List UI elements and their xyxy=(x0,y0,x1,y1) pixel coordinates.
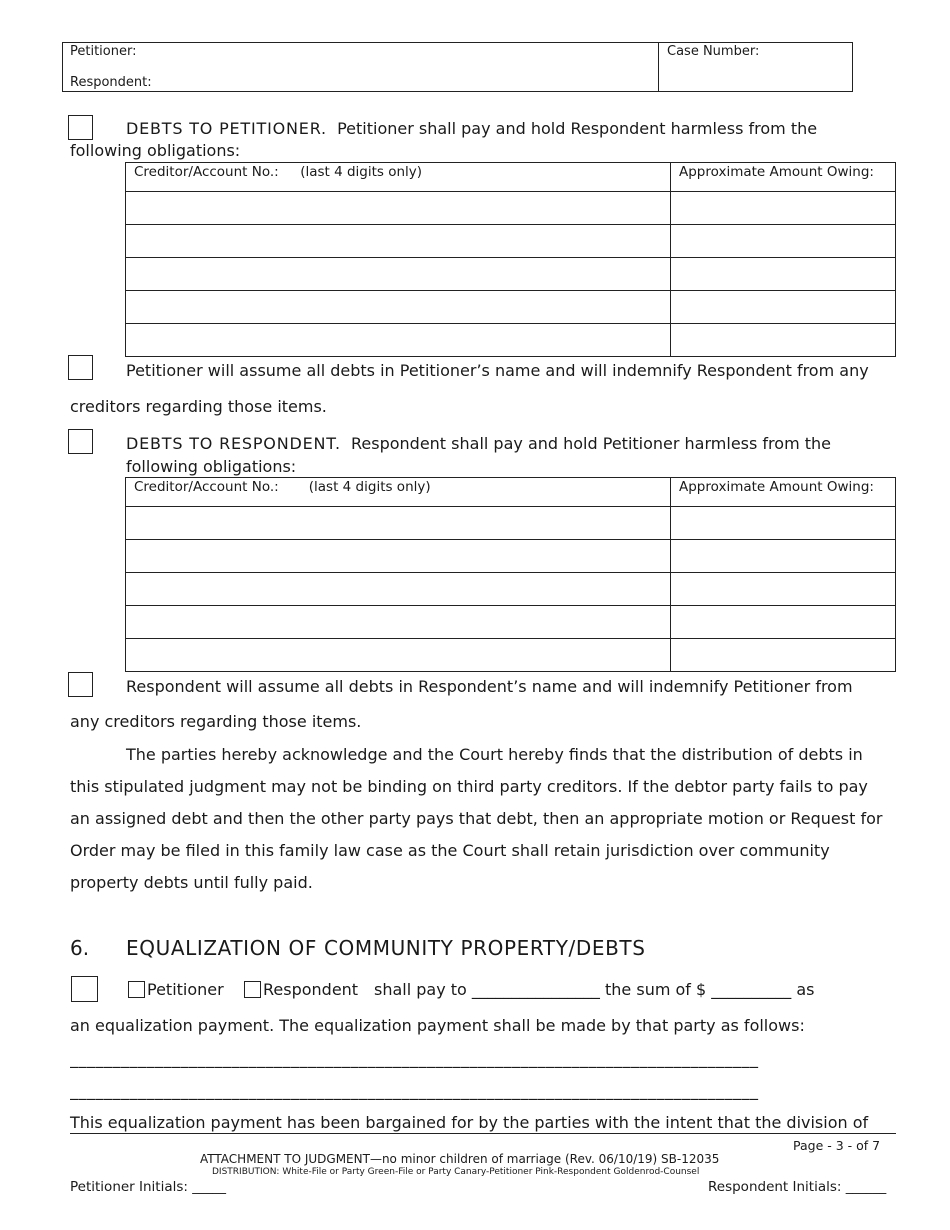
equalization-blank-line-1[interactable]: _________________________________________________________________________________ xyxy=(70,1049,759,1068)
page-number: Page - 3 - of 7 xyxy=(793,1138,881,1153)
creditor-cell[interactable] xyxy=(126,507,671,540)
petitioner-initials[interactable]: Petitioner Initials: _____ xyxy=(70,1179,226,1195)
petitioner-assume-debts-text: Petitioner will assume all debts in Petitioner’s name and will indemnify Respondent from any xyxy=(126,361,869,380)
footer-title: ATTACHMENT TO JUDGMENT—no minor children of marriage (Rev. 06/10/19) SB-12035 xyxy=(200,1152,720,1166)
creditor-cell[interactable] xyxy=(126,258,671,291)
respondent-label: Respondent: xyxy=(70,75,152,90)
case-header-box xyxy=(62,42,853,92)
table-row xyxy=(126,258,896,291)
footer-rule xyxy=(70,1133,896,1134)
equalization-bargain-line: This equalization payment has been bargained for by the parties with the intent that the division of xyxy=(70,1113,869,1132)
acknowledgment-line-1: The parties hereby acknowledge and the Court hereby finds that the distribution of debts in xyxy=(126,745,863,764)
creditor-cell[interactable] xyxy=(126,324,671,357)
table-row xyxy=(126,606,896,639)
debts-to-petitioner-paragraph xyxy=(126,119,817,138)
amount-cell[interactable] xyxy=(671,324,896,357)
creditor-cell[interactable] xyxy=(126,573,671,606)
table-row xyxy=(126,507,896,540)
creditor-cell[interactable] xyxy=(126,192,671,225)
petitioner-assume-debts-checkbox[interactable] xyxy=(68,355,93,380)
respondent-initials[interactable]: Respondent Initials: ______ xyxy=(708,1179,887,1195)
equalization-pay-to-text: shall pay to ________________ the sum of $ __________ as xyxy=(374,980,815,999)
petitioner-label: Petitioner: xyxy=(70,44,137,59)
creditor-cell[interactable] xyxy=(126,291,671,324)
table-row xyxy=(126,192,896,225)
case-number-label: Case Number: xyxy=(667,44,760,59)
acknowledgment-line-3: an assigned debt and then the other party pays that debt, then an appropriate motion or Request for xyxy=(70,809,883,828)
debts-to-petitioner-table xyxy=(125,162,896,357)
amount-cell[interactable] xyxy=(671,540,896,573)
debts-to-petitioner-heading: DEBTS TO PETITIONER. xyxy=(126,119,327,138)
amount-cell[interactable] xyxy=(671,291,896,324)
amount-cell[interactable] xyxy=(671,573,896,606)
table-header-row xyxy=(126,163,896,192)
debts-to-petitioner-checkbox[interactable] xyxy=(68,115,93,140)
footer-distribution: DISTRIBUTION: White-File or Party Green-File or Party Canary-Petitioner Pink-Respondent Goldenrod-Counsel xyxy=(212,1167,700,1177)
acknowledgment-line-2: this stipulated judgment may not be binding on third party creditors. If the debtor party fails to pay xyxy=(70,777,868,796)
creditor-cell[interactable] xyxy=(126,540,671,573)
equalization-checkbox[interactable] xyxy=(71,976,98,1002)
debts-to-respondent-table xyxy=(125,477,896,672)
table-row xyxy=(126,540,896,573)
equalization-respondent-label: Respondent xyxy=(263,980,359,999)
debts-to-respondent-text-2: following obligations: xyxy=(126,457,297,476)
creditor-cell[interactable] xyxy=(126,606,671,639)
amount-column-header: Approximate Amount Owing: xyxy=(671,163,896,192)
debts-to-respondent-text: Respondent shall pay and hold Petitioner harmless from the xyxy=(351,434,831,453)
debts-to-respondent-heading: DEBTS TO RESPONDENT. xyxy=(126,434,341,453)
acknowledgment-line-5: property debts until fully paid. xyxy=(70,873,313,892)
creditor-cell[interactable] xyxy=(126,639,671,672)
amount-cell[interactable] xyxy=(671,225,896,258)
table-row xyxy=(126,324,896,357)
amount-cell[interactable] xyxy=(671,507,896,540)
respondent-assume-debts-checkbox[interactable] xyxy=(68,672,93,697)
respondent-assume-debts-text-2: any creditors regarding those items. xyxy=(70,712,362,731)
case-header-divider xyxy=(658,43,659,91)
table-row xyxy=(126,573,896,606)
equalization-respondent-checkbox[interactable] xyxy=(244,981,261,998)
debts-to-petitioner-text: Petitioner shall pay and hold Respondent harmless from the xyxy=(337,119,818,138)
section-6-title: EQUALIZATION OF COMMUNITY PROPERTY/DEBTS xyxy=(126,936,646,960)
amount-cell[interactable] xyxy=(671,639,896,672)
table-row xyxy=(126,291,896,324)
creditor-column-header: Creditor/Account No.: (last 4 digits only) xyxy=(126,478,671,507)
amount-cell[interactable] xyxy=(671,192,896,225)
amount-cell[interactable] xyxy=(671,606,896,639)
acknowledgment-line-4: Order may be filed in this family law case as the Court shall retain jurisdiction over community xyxy=(70,841,830,860)
table-header-row xyxy=(126,478,896,507)
debts-to-respondent-checkbox[interactable] xyxy=(68,429,93,454)
amount-column-header: Approximate Amount Owing: xyxy=(671,478,896,507)
petitioner-assume-debts-text-2: creditors regarding those items. xyxy=(70,397,327,416)
respondent-assume-debts-text: Respondent will assume all debts in Respondent’s name and will indemnify Petitioner from xyxy=(126,677,853,696)
debts-to-respondent-paragraph xyxy=(126,434,831,453)
equalization-petitioner-checkbox[interactable] xyxy=(128,981,145,998)
equalization-line-2: an equalization payment. The equalization payment shall be made by that party as follows: xyxy=(70,1016,805,1035)
section-6-number: 6. xyxy=(70,936,90,960)
equalization-petitioner-label: Petitioner xyxy=(147,980,224,999)
debts-to-petitioner-text-2: following obligations: xyxy=(70,141,241,160)
table-row xyxy=(126,639,896,672)
table-row xyxy=(126,225,896,258)
amount-cell[interactable] xyxy=(671,258,896,291)
equalization-blank-line-2[interactable]: _________________________________________________________________________________ xyxy=(70,1081,759,1100)
creditor-column-header: Creditor/Account No.: (last 4 digits only) xyxy=(126,163,671,192)
creditor-cell[interactable] xyxy=(126,225,671,258)
